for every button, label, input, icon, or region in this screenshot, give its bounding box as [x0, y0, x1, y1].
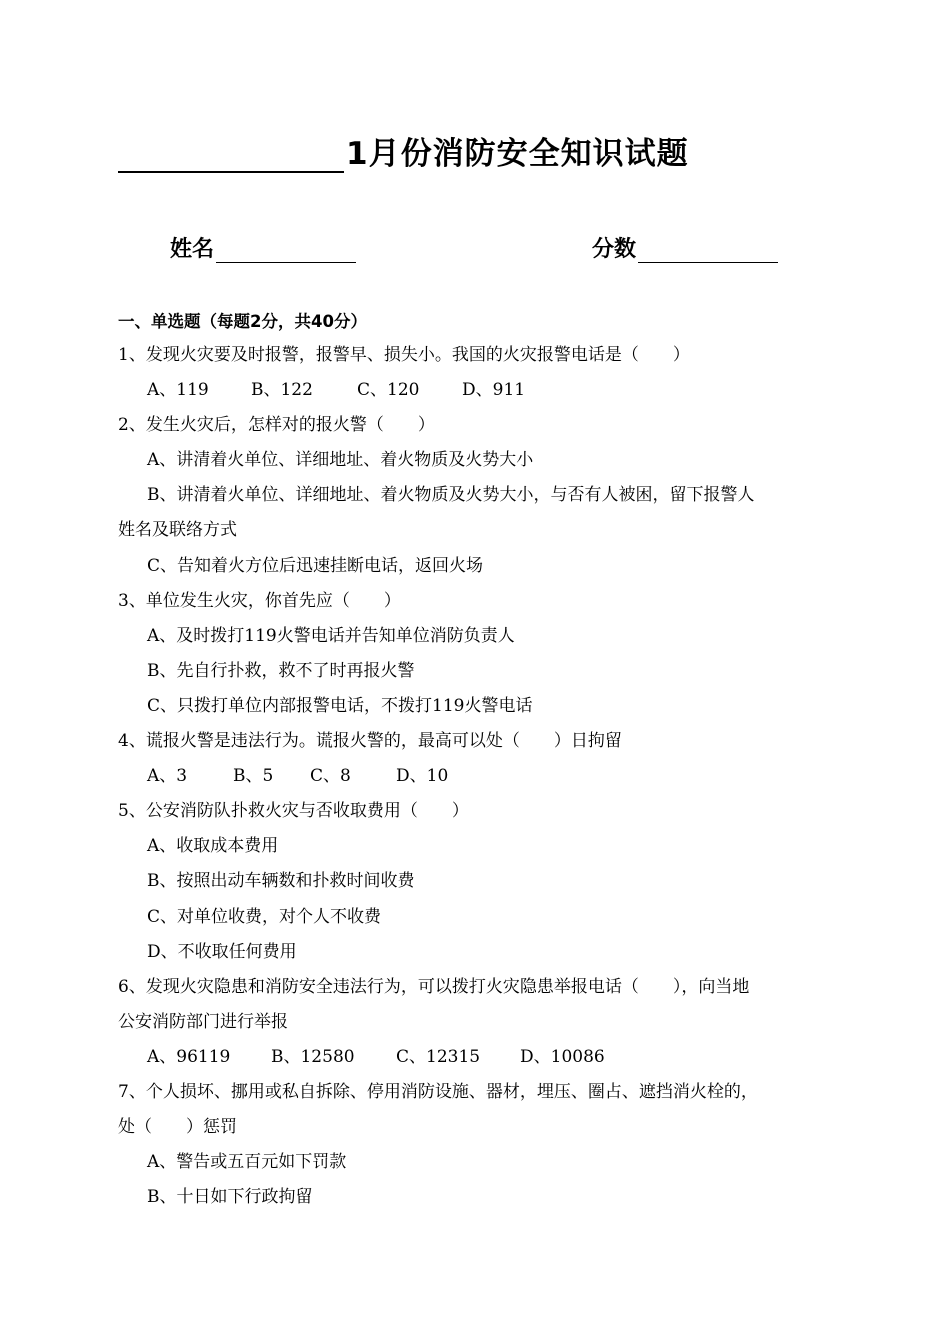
question-2-option-b-continued: 姓名及联络方式 — [118, 520, 237, 541]
title-text: 1月份消防安全知识试题 — [346, 136, 689, 172]
question-7: 7、个人损坏、挪用或私自拆除、停用消防设施、器材，埋压、圈占、遮挡消火栓的， — [118, 1081, 758, 1102]
name-blank-line — [216, 236, 356, 263]
question-2: 2、发生火灾后，怎样对的报火警（ ） — [118, 415, 435, 436]
option-c: C、12315 — [396, 1046, 481, 1067]
name-label: 姓名 — [170, 237, 215, 262]
question-5: 5、公安消防队扑救火灾与否收取费用（ ） — [118, 801, 469, 822]
question-6: 6、发现火灾隐患和消防安全违法行为，可以拨打火灾隐患举报电话（ ），向当地 — [118, 976, 750, 997]
question-3-option-a: A、及时拨打119火警电话并告知单位消防负责人 — [147, 625, 515, 646]
question-7-continued: 处（ ）惩罚 — [118, 1117, 237, 1138]
option-d: D、10 — [396, 766, 449, 787]
option-b: B、5 — [233, 766, 274, 787]
option-d: D、911 — [462, 380, 526, 401]
name-field — [170, 232, 356, 263]
section-heading: 一、单选题（每题2分，共40分） — [118, 312, 367, 331]
question-4: 4、谎报火警是违法行为。谎报火警的，最高可以处（ ）日拘留 — [118, 731, 622, 752]
option-a: A、3 — [147, 766, 188, 787]
score-field — [592, 232, 778, 263]
page-title — [118, 128, 689, 173]
question-3: 3、单位发生火灾，你首先应（ ） — [118, 590, 401, 611]
question-5-option-b: B、按照出动车辆数和扑救时间收费 — [147, 871, 415, 892]
option-b: B、12580 — [271, 1046, 355, 1067]
option-c: C、120 — [357, 380, 420, 401]
question-3-option-b: B、先自行扑救，救不了时再报火警 — [147, 660, 415, 681]
question-5-option-d: D、不收取任何费用 — [147, 941, 297, 962]
question-7-option-a: A、警告或五百元如下罚款 — [147, 1152, 347, 1173]
option-a: A、96119 — [147, 1046, 231, 1067]
question-3-option-c: C、只拨打单位内部报警电话，不拨打119火警电话 — [147, 695, 533, 716]
score-blank-line — [638, 236, 778, 263]
question-6-options — [118, 1040, 858, 1075]
question-7-option-b: B、十日如下行政拘留 — [147, 1187, 313, 1208]
question-1-options — [118, 373, 858, 408]
option-b: B、122 — [251, 380, 313, 401]
question-6-continued: 公安消防部门进行举报 — [118, 1011, 288, 1032]
question-list — [118, 338, 858, 1215]
question-4-options — [118, 759, 858, 794]
option-a: A、119 — [147, 380, 209, 401]
option-c: C、8 — [310, 766, 351, 787]
question-5-option-c: C、对单位收费，对个人不收费 — [147, 906, 382, 927]
question-2-option-c: C、告知着火方位后迅速挂断电话，返回火场 — [147, 555, 484, 576]
question-5-option-a: A、收取成本费用 — [147, 836, 279, 857]
option-d: D、10086 — [520, 1046, 605, 1067]
question-2-option-a: A、讲清着火单位、详细地址、着火物质及火势大小 — [147, 450, 534, 471]
question-2-option-b: B、讲清着火单位、详细地址、着火物质及火势大小，与否有人被困，留下报警人 — [147, 485, 755, 506]
question-1: 1、发现火灾要及时报警，报警早、损失小。我国的火灾报警电话是（ ） — [118, 345, 690, 365]
score-label: 分数 — [592, 237, 637, 262]
title-blank-line — [118, 137, 344, 173]
